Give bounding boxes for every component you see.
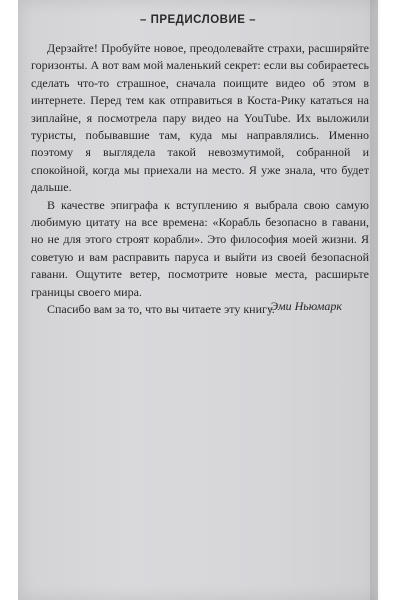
paragraph-1: Дерзайте! Пробуйте новое, преодолевайте страхи, расширяйте горизонты. А вот вам мой маленький секрет: если вы собираетесь сделать что-то страшное, сначала поищите видео об этом в интернете. Перед тем как отправиться в Коста-Рику кататься на зиплайне, я посмотрела пару видео на YouTube. Их выложили туристы, побывавшие там, куда мы направлялись. Именно поэтому я выглядела такой невозмутимой, собранной и спокойной, когда мы приехали на место. Я уже знала, что будет дальше. — [31, 41, 369, 195]
chapter-body — [31, 40, 369, 319]
paragraph-3: Спасибо вам за то, что вы читаете эту книгу. — [47, 302, 275, 317]
paragraph-2: В качестве эпиграфа к вступлению я выбрала свою самую любимую цитату на все времена: «Корабль безопасно в гавани, но не для этого строят корабли». Это философия моей жизни. Я советую и вам расправить паруса и выйти из своей безопасной гавани. Ощутите ветер, посмотрите новые места, расширьте границы своего мира. — [31, 197, 369, 299]
author-signature: Эми Ньюмарк — [270, 299, 342, 313]
book-page — [18, 0, 378, 600]
chapter-heading: – ПРЕДИСЛОВИЕ – — [139, 14, 257, 26]
page-edge-shadow — [370, 0, 380, 600]
